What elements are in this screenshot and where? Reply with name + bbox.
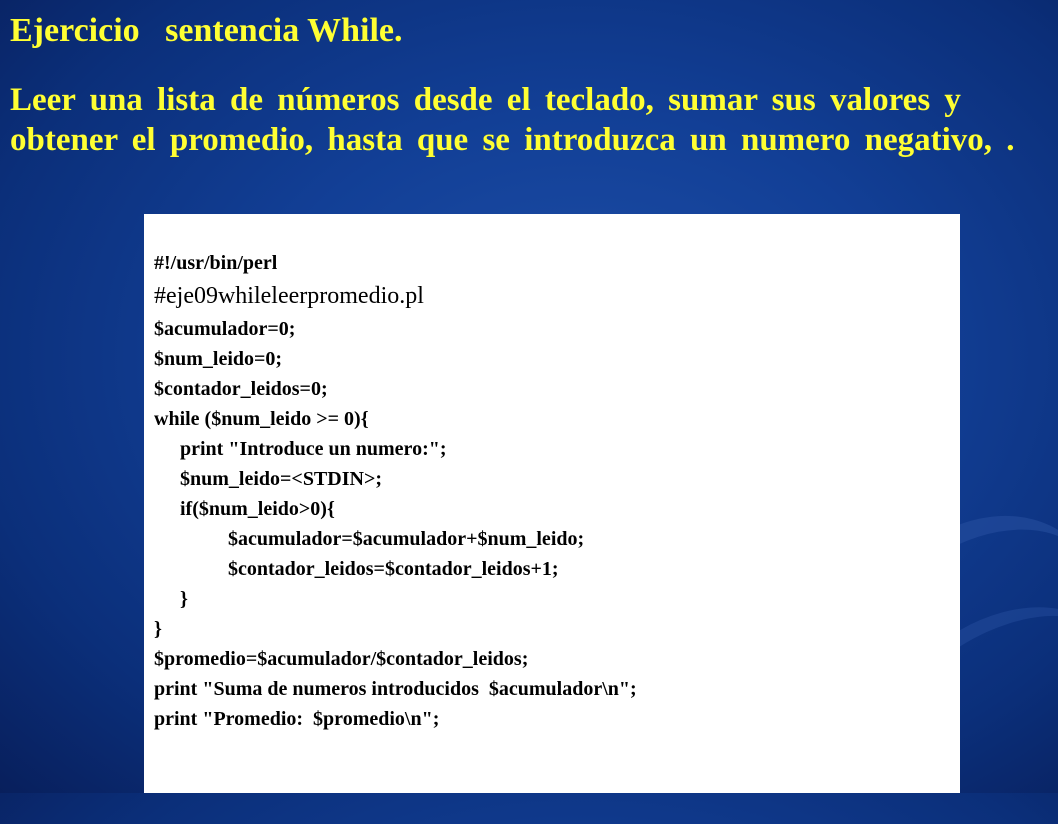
code-line-close-brace: } xyxy=(154,618,162,640)
code-line-if: if($num_leido>0){ xyxy=(180,498,335,520)
code-line-close-brace: } xyxy=(180,588,188,610)
code-line: $num_leido=0; xyxy=(154,348,283,370)
code-line: $num_leido=<STDIN>; xyxy=(180,468,383,490)
code-line: $contador_leidos=0; xyxy=(154,378,328,400)
code-block xyxy=(144,214,960,793)
code-line: print "Promedio: $promedio\n"; xyxy=(154,708,440,730)
code-line: print "Introduce un numero:"; xyxy=(180,438,447,460)
slide-title: Ejercicio sentencia While. xyxy=(10,12,403,49)
code-line: $promedio=$acumulador/$contador_leidos; xyxy=(154,648,529,670)
code-line: $contador_leidos=$contador_leidos+1; xyxy=(228,558,559,580)
code-line-shebang: #!/usr/bin/perl xyxy=(154,252,278,274)
slide-description: Leer una lista de números desde el teclado, sumar sus valores y obtener el promedio, hasta que se introduzca un numero negativo, . xyxy=(10,82,1015,158)
code-line-comment: #eje09whileleerpromedio.pl xyxy=(154,283,424,309)
code-line: $acumulador=0; xyxy=(154,318,296,340)
code-line: print "Suma de numeros introducidos $acumulador\n"; xyxy=(154,678,637,700)
code-line: $acumulador=$acumulador+$num_leido; xyxy=(228,528,585,550)
code-line-while: while ($num_leido >= 0){ xyxy=(154,408,369,430)
